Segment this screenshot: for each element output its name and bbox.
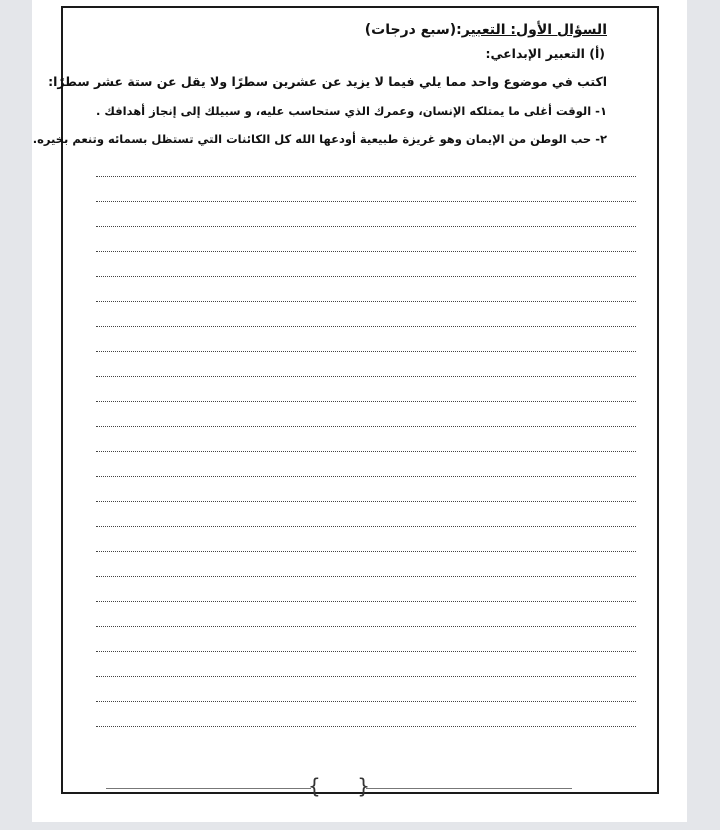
footer-line-left: [106, 788, 311, 789]
question-title: [365, 22, 607, 38]
answer-line: [96, 201, 636, 202]
page-number-bracket: [308, 774, 370, 798]
answer-line: [96, 726, 636, 727]
question-title-label: السؤال الأول: التعبير: [461, 22, 607, 38]
question-title-grade: :(سبع درجات): [364, 22, 462, 38]
footer-line-right: [366, 788, 572, 789]
topic-1: ١- الوقت أغلى ما يمتلكه الإنسان، وعمرك الذي ستحاسب عليه، و سبيلك إلى إنجاز أهدافك .: [96, 104, 607, 118]
answer-line: [96, 426, 636, 427]
page-border: [32, 6, 659, 798]
section-subtitle: (أ) التعبير الإبداعي:: [485, 46, 605, 61]
answer-line: [96, 576, 636, 577]
instruction-text: اكتب في موضوع واحد مما يلي فيما لا يزيد عن عشرين سطرًا ولا يقل عن ستة عشر سطرًا:: [48, 74, 607, 89]
answer-line: [96, 401, 636, 402]
answer-line: [96, 251, 636, 252]
answer-line: [96, 376, 636, 377]
answer-line: [96, 351, 636, 352]
answer-line: [96, 326, 636, 327]
answer-line: [96, 226, 636, 227]
answer-line: [96, 601, 636, 602]
topic-2: ٢- حب الوطن من الإيمان وهو غريزة طبيعية أودعها الله كل الكائنات التي تستظل بسمائه وتنعم بخيره.: [32, 132, 607, 146]
answer-line: [96, 676, 636, 677]
page-number-open: {: [308, 774, 321, 798]
page-number-close: }: [357, 774, 370, 798]
answer-line: [96, 501, 636, 502]
answer-line: [96, 701, 636, 702]
answer-line: [96, 301, 636, 302]
answer-line: [96, 476, 636, 477]
answer-line: [96, 276, 636, 277]
answer-line: [96, 526, 636, 527]
answer-line: [96, 626, 636, 627]
answer-line: [96, 651, 636, 652]
answer-line: [96, 451, 636, 452]
answer-line: [96, 551, 636, 552]
answer-line: [96, 176, 636, 177]
